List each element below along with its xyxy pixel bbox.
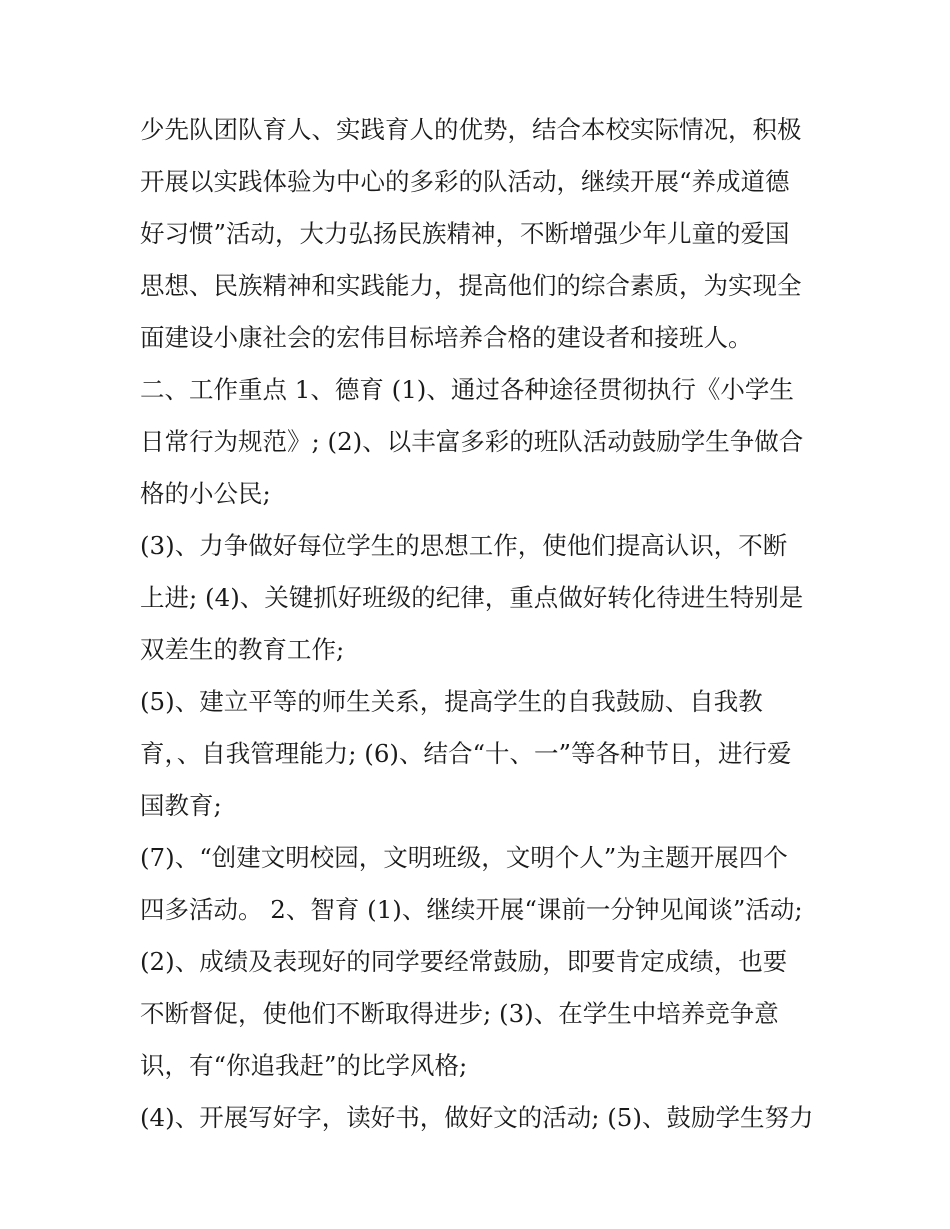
text-line: 好习惯”活动，大力弘扬民族精神，不断增强少年儿童的爱国 (140, 219, 790, 248)
text-line: 育，、自我管理能力; (6)、结合“十、一”等各种节日，进行爱 (140, 739, 792, 768)
text-line: 少先队团队育人、实践育人的优势，结合本校实际情况，积极 (140, 115, 802, 144)
text-line: 上进; (4)、关键抓好班级的纪律，重点做好转化待进生特别是 (140, 583, 804, 612)
text-line: 面建设小康社会的宏伟目标培养合格的建设者和接班人。 (140, 323, 753, 352)
text-line: 国教育; (140, 791, 222, 820)
text-line: (4)、开展写好字，读好书，做好文的活动; (5)、鼓励学生努力 (140, 1103, 814, 1132)
text-line: 识，有“你追我赶”的比学风格; (140, 1051, 468, 1080)
text-line: (5)、建立平等的师生关系，提高学生的自我鼓励、自我教 (140, 687, 763, 716)
text-line: 思想、民族精神和实践能力，提高他们的综合素质，为实现全 (140, 271, 802, 300)
text-line: 开展以实践体验为中心的多彩的队活动，继续开展“养成道德 (140, 167, 790, 196)
text-line: (2)、成绩及表现好的同学要经常鼓励，即要肯定成绩，也要 (140, 947, 788, 976)
text-line: 格的小公民; (140, 479, 271, 508)
text-line: 四多活动。 2、智育 (1)、继续开展“课前一分钟见闻谈”活动; (140, 895, 803, 924)
text-line: 日常行为规范》; (2)、以丰富多彩的班队活动鼓励学生争做合 (140, 427, 804, 456)
text-line: (7)、“创建文明校园，文明班级，文明个人”为主题开展四个 (140, 843, 788, 872)
text-line: (3)、力争做好每位学生的思想工作，使他们提高认识，不断 (140, 531, 788, 560)
body-text (140, 104, 820, 1144)
text-line: 二、工作重点 1、德育 (1)、通过各种途径贯彻执行《小学生 (140, 375, 794, 404)
text-line: 双差生的教育工作; (140, 635, 345, 664)
text-line: 不断督促，使他们不断取得进步; (3)、在学生中培养竞争意 (140, 999, 779, 1028)
